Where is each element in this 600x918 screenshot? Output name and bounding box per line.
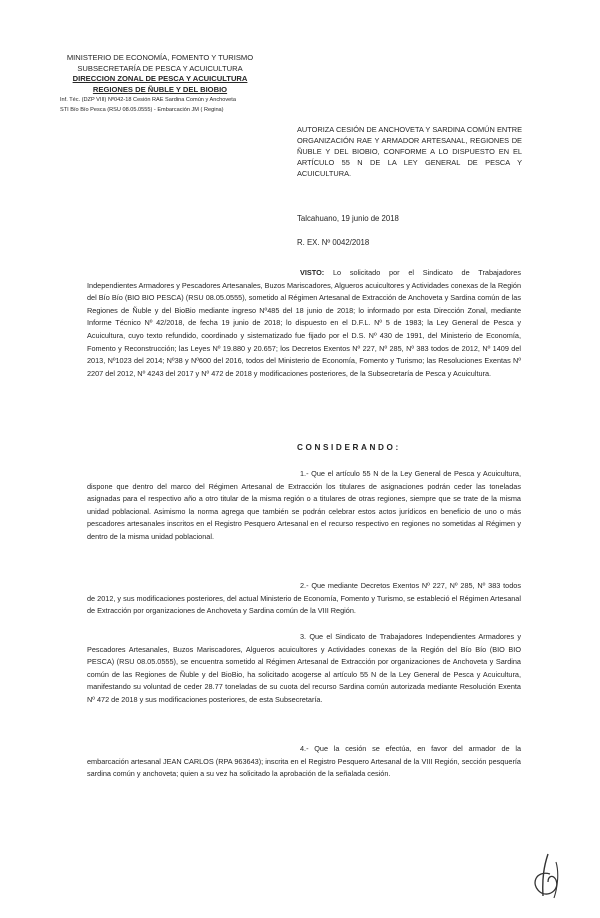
ministry-line: MINISTERIO DE ECONOMÍA, FOMENTO Y TURISMO bbox=[66, 53, 254, 62]
resolution-title: AUTORIZA CESIÓN DE ANCHOVETA Y SARDINA COMÚN ENTRE ORGANIZACIÓN RAE Y ARMADOR ARTESANAL, REGIONES DE ÑUBLE Y DEL BIOBIO, CONFORME A LO DISPUESTO EN EL ARTÍCULO 55 N DE LA LEY GENERAL DE PESCA Y ACUICULTURA. bbox=[297, 125, 522, 178]
direction-line: DIRECCION ZONAL DE PESCA Y ACUICULTURA bbox=[72, 74, 248, 84]
considerando-paragraph-4: 4.- Que la cesión se efectúa, en favor del armador de la embarcación artesanal JEAN CARLOS (RPA 963643); inscrita en el Registro Pesquero Artesanal de la VIII Región, sección pesquería sardina común y anchoveta; quien a su vez ha solicitado la aprobación de la señalada cesión. bbox=[87, 744, 521, 779]
considerando-paragraph-2: 2.- Que mediante Decretos Exentos Nº 227, Nº 285, Nº 383 todos de 2012, y sus modificaciones posteriores, del actual Ministerio de Economía, Fomento y Turismo, se estableció el Régimen Artesanal de Extracción por organizaciones de Anchoveta y Sardina común de la VIII Región. bbox=[87, 581, 521, 616]
vessel-reference: STI Bío Bío Pesca (RSU 08.05.0555) - Embarcación JM ( Regina) bbox=[60, 107, 224, 114]
place-date: Talcahuano, 19 junio de 2018 bbox=[297, 214, 399, 223]
handwritten-signature bbox=[526, 852, 566, 900]
visto-paragraph bbox=[87, 267, 521, 380]
considerando-paragraph-1: 1.- Que el artículo 55 N de la Ley General de Pesca y Acuicultura, dispone que dentro del marco del Régimen Artesanal de Extracción los titulares de asignaciones podrán ceder las toneladas asignadas para el respectivo año a otro titular de la misma región o a titulares de otras regiones, siempre que se trate de la misma unidad poblacional. Asimismo la norma agrega que también se podrán celebrar estos actos jurídicos en beneficio de uno o más pescadores artesanales inscritos en el Registro Pesquero Artesanal en el recurso respectivo en regiones no sometidas al Régimen y dentro de la misma unidad poblacional. bbox=[87, 469, 521, 541]
considerando-heading: CONSIDERANDO: bbox=[297, 443, 401, 452]
report-reference: Inf. Téc. (DZP VIII) Nº042-18 Cesión RAE Sardina Común y Anchoveta bbox=[60, 97, 236, 104]
visto-label: VISTO: bbox=[300, 268, 325, 277]
visto-text: Lo solicitado por el Sindicato de Trabajadores Independientes Armadores y Pescadores Artesanales, Buzos Mariscadores, Algueros acuicultores y Actividades conexas de la Región del Bío Bío (BIO BIO PESCA) (RSU 08.05.0555), sometido al Régimen Artesanal de Extracción de Anchoveta y Sardina común de las Regiones de Ñuble y del BioBio mediante ingreso Nº485 del 18 junio de 2018; lo informado por esta Dirección Zonal, mediante Informe Técnico Nº 42/2018, de fecha 19 junio de 2018; lo dispuesto en el D.F.L. Nº 5 de 1983; la Ley General de Pesca y Acuicultura, cuyo texto refundido, coordinado y sistematizado fue fijado por el D.S. Nº 430 de 1991, del Ministerio de Economía, Fomento y Reconstrucción; las Leyes Nº 19.880 y 20.657; los Decretos Exentos Nº 227, Nº 285, Nº 383 todos de 2012, Nº 1409 del 2013, Nº1023 del 2014; Nº38 y Nº600 del 2016, todos del Ministerio de Economía, Fomento y Turismo; las Resoluciones Exentas Nº 2207 del 2012, Nº 4243 del 2017 y Nº 472 de 2018 y modificaciones posteriores, de la Subsecretaría de Pesca y Acuicultura. bbox=[87, 268, 522, 378]
letterhead bbox=[60, 53, 300, 115]
regions-line: REGIONES DE ÑUBLE Y DEL BIOBIO bbox=[92, 84, 228, 94]
subsecretariat-line: SUBSECRETARÍA DE PESCA Y ACUICULTURA bbox=[77, 63, 243, 73]
considerando-paragraph-3: 3. Que el Sindicato de Trabajadores Independientes Armadores y Pescadores Artesanales, Buzos Mariscadores, Algueros acuicultores y Actividades conexas de la Región del Bío Bío (BIO BIO PESCA) (RSU 08.05.0555), se encuentra sometido al Régimen Artesanal de Extracción por organizaciones de Anchoveta y Sardina común de las Regiones de Ñuble y del BioBio, ha solicitado acogerse al artículo 55 N de la Ley General de Pesca y Acuicultura, manifestando su voluntad de ceder 28.77 toneladas de su cuota del recurso Sardina común autorizada mediante Resolución Exenta Nº 472 de 2018 y sus modificaciones posteriores, de esta Subsecretaría. bbox=[87, 632, 521, 704]
resolution-number: R. EX. Nº 0042/2018 bbox=[297, 238, 370, 247]
